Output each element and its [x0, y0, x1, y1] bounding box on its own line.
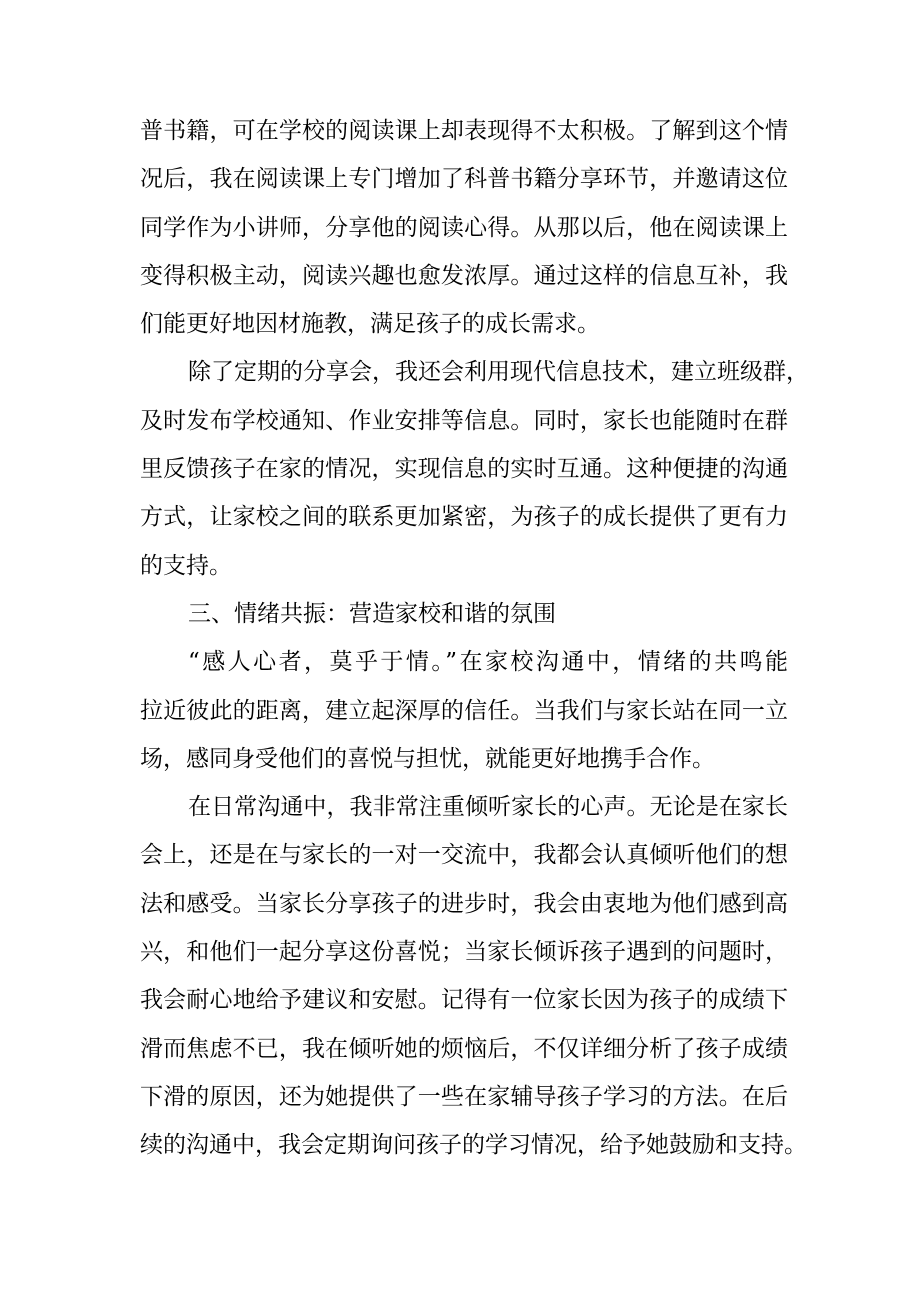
text-line: 变得积极主动，阅读兴趣也愈发浓厚。通过这样的信息互补，我	[140, 262, 788, 289]
text-line: 在日常沟通中，我非常注重倾听家长的心声。无论是在家长	[188, 794, 788, 821]
text-line: 的支持。	[140, 552, 232, 579]
text-line: 兴，和他们一起分享这份喜悦；当家长倾诉孩子遇到的问题时，	[140, 939, 788, 966]
text-line: 里反馈孩子在家的情况，实现信息的实时互通。这种便捷的沟通	[140, 456, 788, 483]
text-line: 们能更好地因材施教，满足孩子的成长需求。	[140, 311, 600, 338]
section-heading: 三、情绪共振：营造家校和谐的氛围	[188, 600, 556, 627]
text-line: 法和感受。当家长分享孩子的进步时，我会由衷地为他们感到高	[140, 890, 788, 917]
text-line: 滑而焦虑不已，我在倾听她的烦恼后，不仅详细分析了孩子成绩	[140, 1035, 788, 1062]
text-line: 除了定期的分享会，我还会利用现代信息技术，建立班级群，	[188, 359, 809, 386]
text-line: 及时发布学校通知、作业安排等信息。同时，家长也能随时在群	[140, 407, 788, 434]
text-line: 续的沟通中，我会定期询问孩子的学习情况，给予她鼓励和支持。	[140, 1132, 807, 1159]
text-line: 场，感同身受他们的喜悦与担忧，就能更好地携手合作。	[140, 745, 715, 772]
text-line: 我会耐心地给予建议和安慰。记得有一位家长因为孩子的成绩下	[140, 987, 788, 1014]
text-line: 拉近彼此的距离，建立起深厚的信任。当我们与家长站在同一立	[140, 697, 788, 724]
text-line: 下滑的原因，还为她提供了一些在家辅导孩子学习的方法。在后	[140, 1083, 788, 1110]
document-body	[140, 107, 809, 1170]
text-line: 同学作为小讲师，分享他的阅读心得。从那以后，他在阅读课上	[140, 214, 788, 241]
text-line: 方式，让家校之间的联系更加紧密，为孩子的成长提供了更有力	[140, 504, 788, 531]
text-line: “感人心者，莫乎于情。”在家校沟通中，情绪的共鸣能	[188, 649, 788, 676]
text-line: 普书籍，可在学校的阅读课上却表现得不太积极。了解到这个情	[140, 118, 788, 144]
text-line: 况后，我在阅读课上专门增加了科普书籍分享环节，并邀请这位	[140, 166, 788, 193]
text-line: 会上，还是在与家长的一对一交流中，我都会认真倾听他们的想	[140, 842, 788, 869]
